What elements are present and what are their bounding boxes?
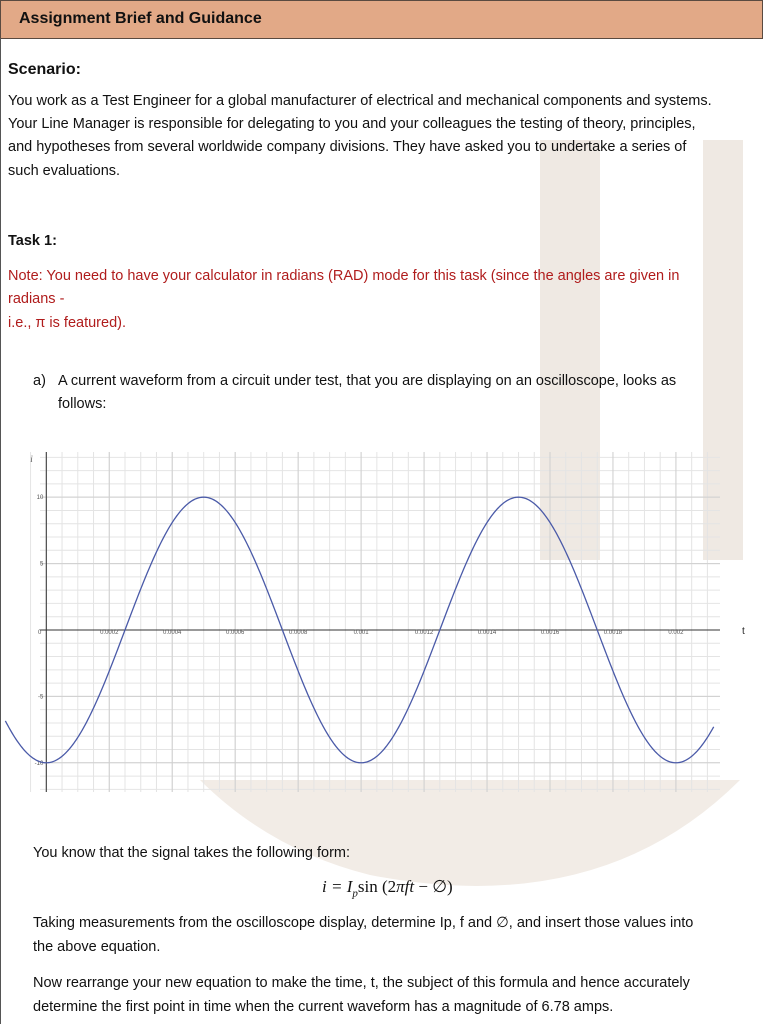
tick-label: 0.0006 [226,629,245,636]
tick-label: -5 [37,694,44,701]
tick-label: 0.0018 [603,629,623,636]
header-title: Assignment Brief and Guidance [19,10,262,27]
task-note-line: i.e., π is featured). [8,315,126,331]
scenario-line: and hypotheses from several worldwide company divisions. They have asked you to undertake a series of [8,139,687,155]
tick-label: 0.0004 [163,629,182,636]
tick-label: 0.0012 [414,629,434,636]
tick-label: 0.0014 [477,629,497,636]
scenario-line: Your Line Manager is responsible for delegating to you and your colleagues the testing of theory, principles, [8,116,696,132]
task-note-line: radians - [8,291,65,307]
y-axis-label: i [30,454,33,464]
tick-label: 0.0008 [288,629,308,636]
signal-intro: You know that the signal takes the following form: [33,845,351,861]
part-a-line: A current waveform from a circuit under test, that you are displaying on an oscilloscope, looks as [58,373,677,389]
scenario-line: You work as a Test Engineer for a global manufacturer of electrical and mechanical components and systems. [8,93,712,109]
waveform-chart [30,452,755,797]
part-a-line: follows: [58,396,107,412]
tick-label: 0.0002 [100,629,119,636]
tick-label: 10 [36,495,44,502]
task-note-line: Note: You need to have your calculator in radians (RAD) mode for this task (since the angles are given in [8,268,680,284]
signal-equation: $i = I_p\sin$ (2πft − ∅) [322,877,453,900]
task-heading: Task 1: [8,233,57,249]
tick-label: 0.001 [353,629,369,636]
tick-label: -10 [34,760,44,767]
page-header [0,0,763,39]
instruction-line: determine the first point in time when the current waveform has a magnitude of 6.78 amps. [33,999,614,1015]
instruction-line: Now rearrange your new equation to make the time, t, the subject of this formula and hence accurately [33,975,690,991]
tick-label: 0.0016 [540,629,560,636]
scenario-heading: Scenario: [8,61,81,78]
page-border [0,38,1,1024]
instruction-line: the above equation. [33,939,161,955]
equation-ip: $I_p$ [346,877,358,900]
instruction-line: Taking measurements from the oscilloscope display, determine Ip, f and ∅, and insert those values into [33,915,694,931]
part-a-label: a) [33,373,46,389]
scenario-line: such evaluations. [8,163,121,179]
tick-label: 0.002 [668,629,684,636]
tick-label: 5 [39,561,44,568]
x-axis-label: t [742,625,745,637]
tick-label: 0 [37,629,42,636]
